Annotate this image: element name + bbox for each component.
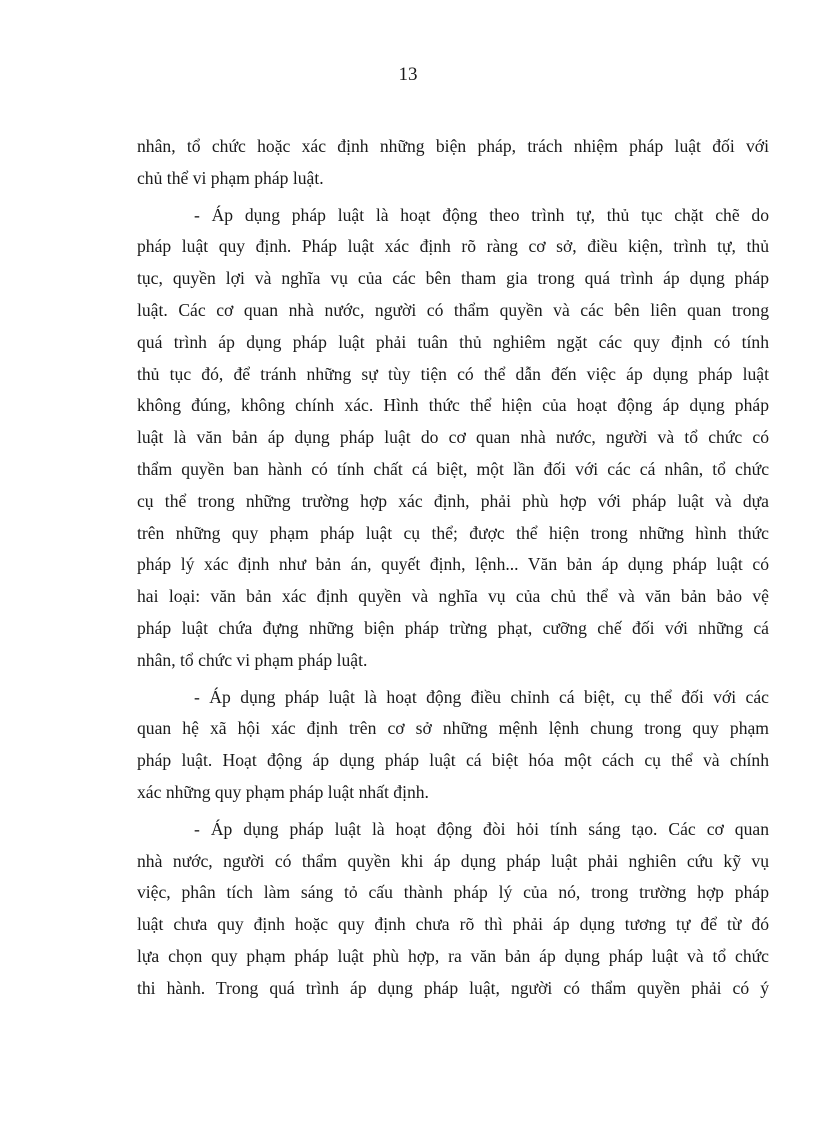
- text-line: thủ tục đó, để tránh những sự tùy tiện có thể dẫn đến việc áp dụng pháp luật: [137, 363, 769, 384]
- text-line: - Áp dụng pháp luật là hoạt động theo trình tự, thủ tục chặt chẽ do: [194, 204, 769, 225]
- text-line: nhân, tổ chức hoặc xác định những biện pháp, trách nhiệm pháp luật đối với: [137, 136, 769, 156]
- text-line: quan hệ xã hội xác định trên cơ sở những mệnh lệnh chung trong quy phạm: [137, 718, 769, 739]
- text-line: tục, quyền lợi và nghĩa vụ của các bên tham gia trong quá trình áp dụng pháp: [137, 268, 769, 289]
- text-line: pháp luật chứa đựng những biện pháp trừng phạt, cưỡng chế đối với những cá: [137, 617, 769, 638]
- text-line: trên những quy phạm pháp luật cụ thể; được thể hiện trong những hình thức: [137, 522, 769, 543]
- text-line: quá trình áp dụng pháp luật phải tuân thủ nghiêm ngặt các quy định có tính: [137, 331, 769, 352]
- text-line: - Áp dụng pháp luật là hoạt động đòi hỏi tính sáng tạo. Các cơ quan: [194, 818, 769, 839]
- text-line: lựa chọn quy phạm pháp luật phù hợp, ra văn bản áp dụng pháp luật và tổ chức: [137, 945, 769, 966]
- paragraph: [137, 200, 769, 677]
- text-line: - Áp dụng pháp luật là hoạt động điều chỉnh cá biệt, cụ thể đối với các: [194, 686, 769, 707]
- text-line: luật là văn bản áp dụng pháp luật do cơ quan nhà nước, người và tổ chức có: [137, 427, 769, 448]
- paragraph: [137, 682, 769, 809]
- document-body: [137, 131, 769, 1010]
- page-number: 13: [398, 64, 418, 85]
- paragraph: [137, 814, 769, 1005]
- text-line: chủ thể vi phạm pháp luật.: [137, 167, 324, 188]
- text-line: thẩm quyền ban hành có tính chất cá biệt, một lần đối với các cá nhân, tổ chức: [137, 458, 769, 479]
- paragraph: [137, 131, 769, 195]
- text-line: xác những quy phạm pháp luật nhất định.: [137, 781, 429, 802]
- text-line: việc, phân tích làm sáng tỏ cấu thành pháp lý của nó, trong trường hợp pháp: [137, 882, 769, 903]
- text-line: nhân, tổ chức vi phạm pháp luật.: [137, 649, 368, 670]
- text-line: luật. Các cơ quan nhà nước, người có thẩm quyền và các bên liên quan trong: [137, 299, 769, 320]
- text-line: thi hành. Trong quá trình áp dụng pháp luật, người có thẩm quyền phải có ý: [137, 977, 769, 998]
- text-line: luật chưa quy định hoặc quy định chưa rõ thì phải áp dụng tương tự để từ đó: [137, 914, 769, 935]
- text-line: cụ thể trong những trường hợp xác định, phải phù hợp với pháp luật và dựa: [137, 490, 769, 511]
- text-line: pháp luật. Hoạt động áp dụng pháp luật cá biệt hóa một cách cụ thể và chính: [137, 750, 769, 771]
- text-line: hai loại: văn bản xác định quyền và nghĩa vụ của chủ thể và văn bản bảo vệ: [137, 586, 769, 607]
- text-line: pháp luật quy định. Pháp luật xác định rõ ràng cơ sở, điều kiện, trình tự, thủ: [137, 236, 769, 257]
- text-line: nhà nước, người có thẩm quyền khi áp dụng pháp luật phải nghiên cứu kỹ vụ: [137, 850, 769, 871]
- text-line: không đúng, không chính xác. Hình thức thể hiện của hoạt động áp dụng pháp: [137, 395, 769, 416]
- text-line: pháp lý xác định như bản án, quyết định, lệnh... Văn bản áp dụng pháp luật có: [137, 554, 769, 575]
